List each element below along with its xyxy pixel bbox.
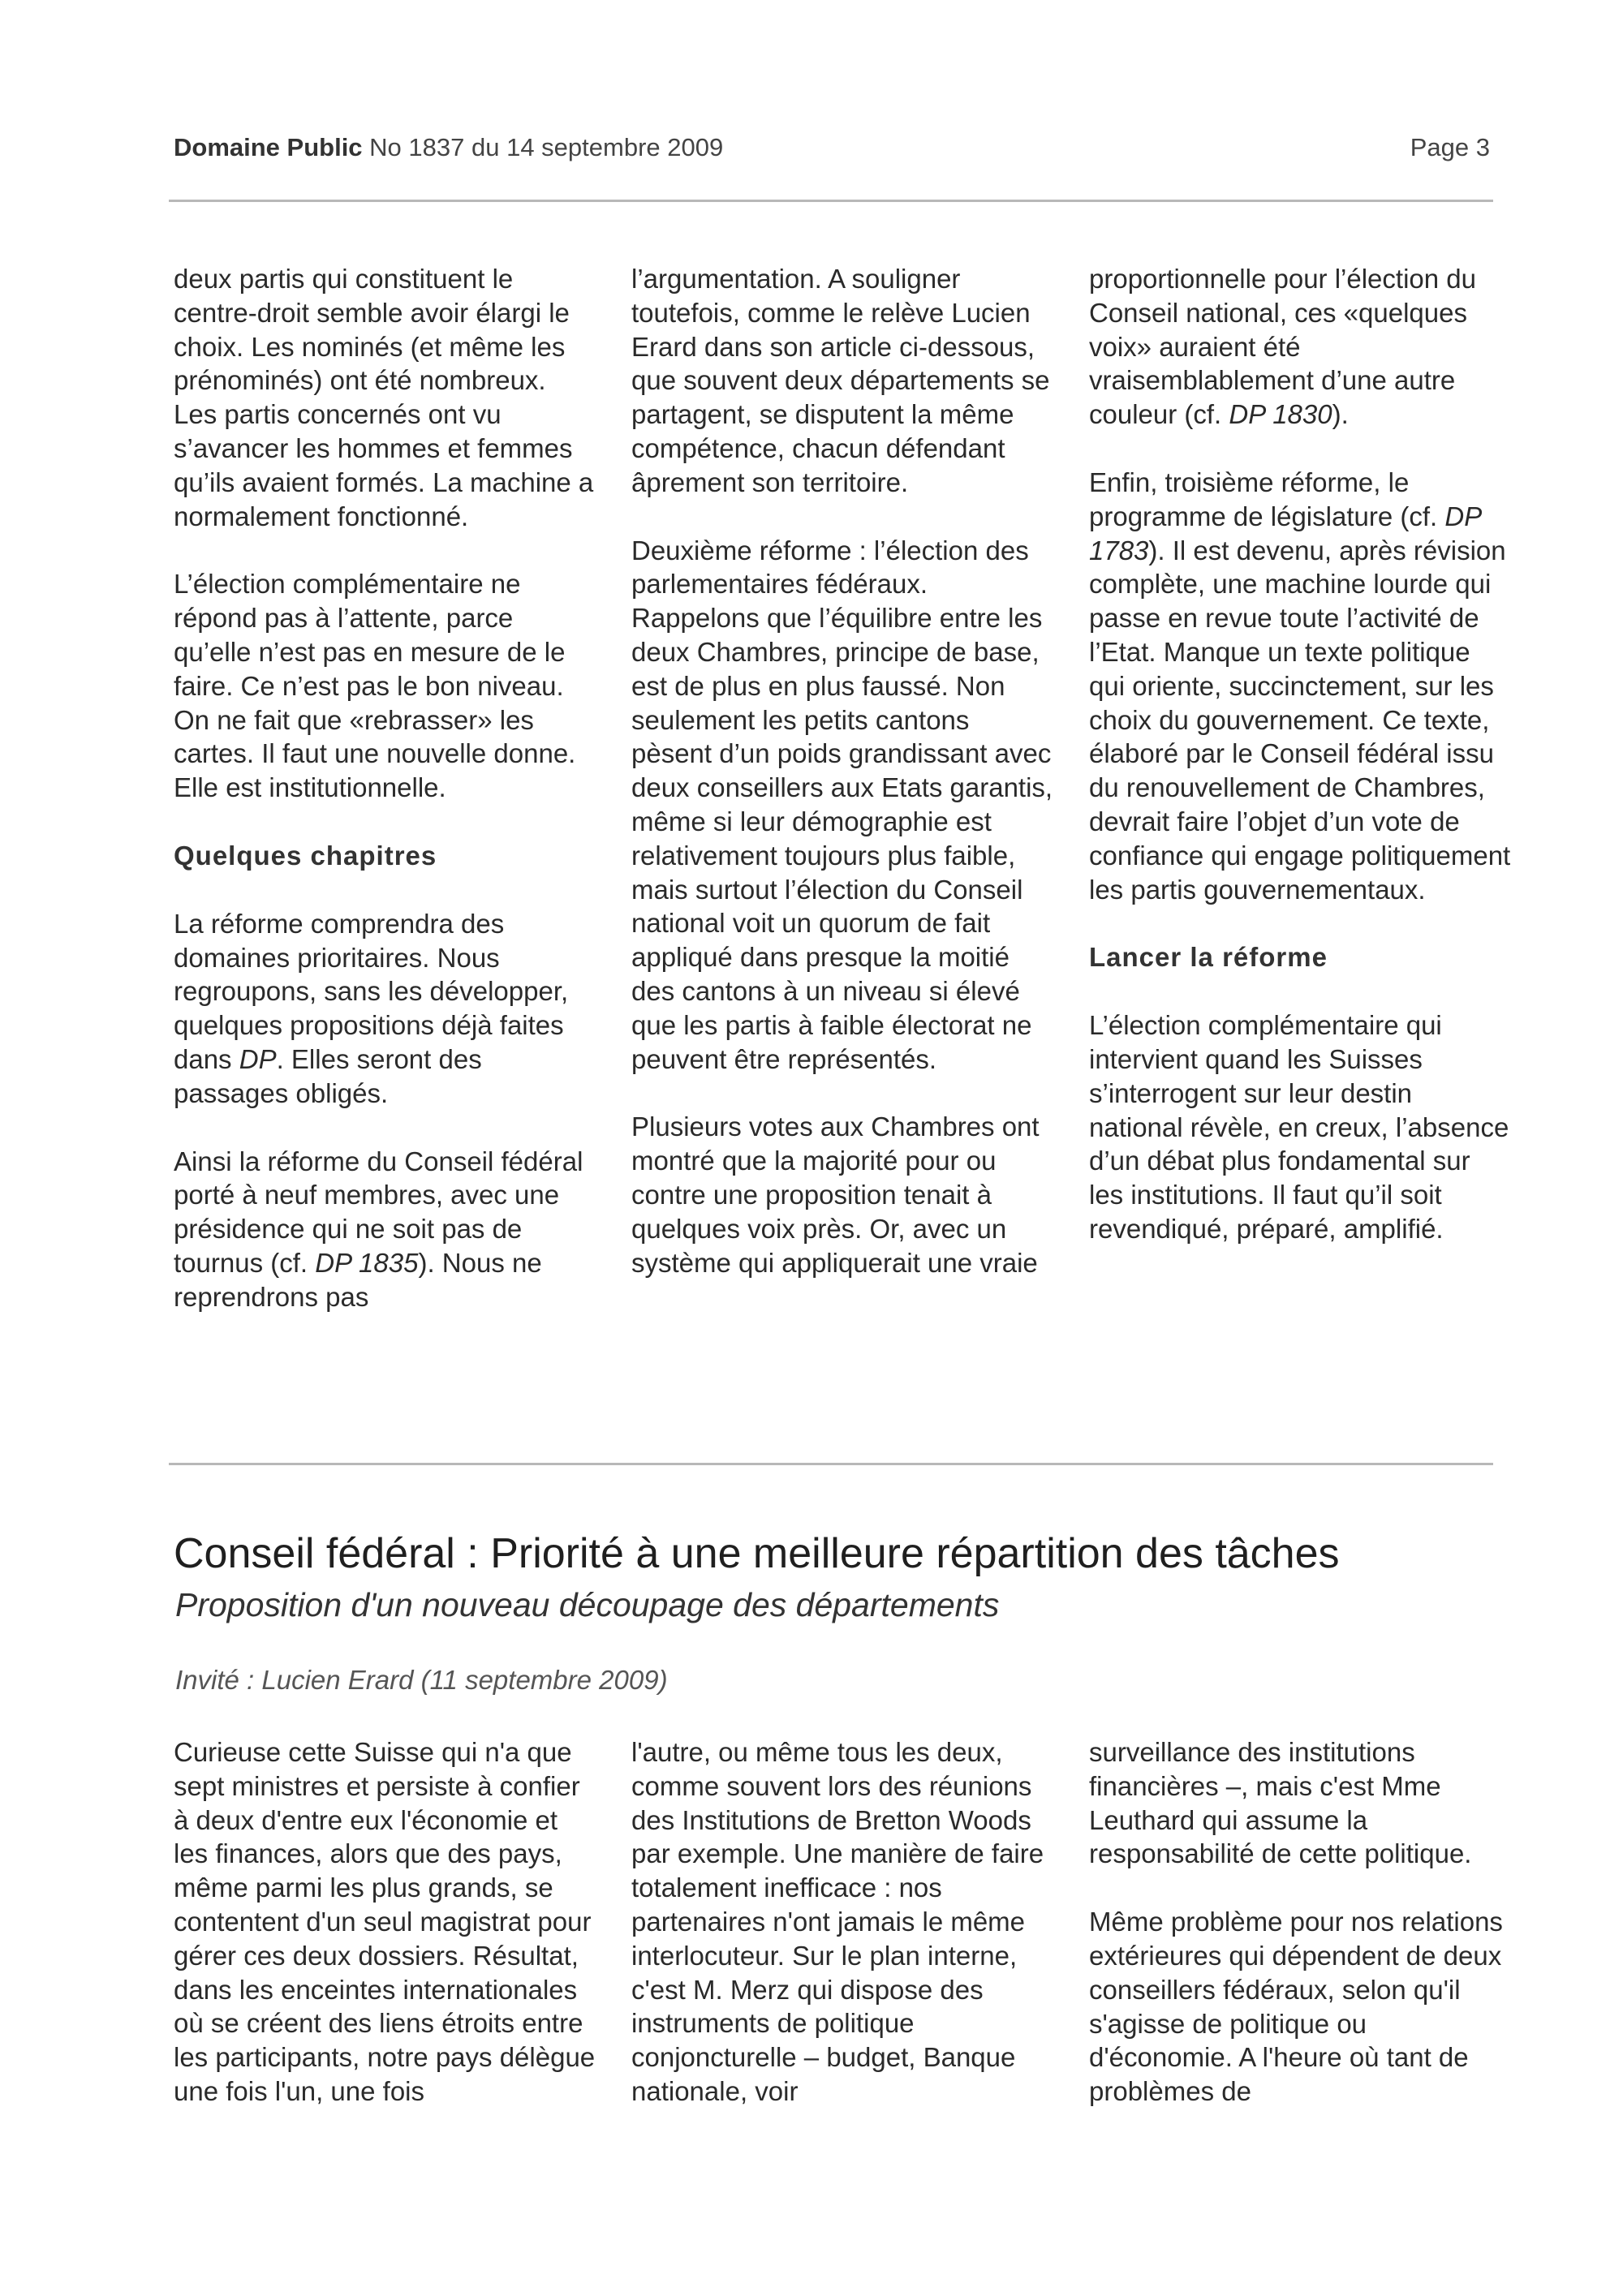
page-header (174, 133, 1490, 162)
page-number: Page 3 (1410, 133, 1490, 161)
header-divider (169, 200, 1493, 202)
paragraph: L’élection complémentaire ne répond pas à l’attente, parce qu’elle n’est pas en mesure de le faire. Ce n’est pas le bon niveau. On ne fait que «rebrasser» les cartes. Il faut une nouvelle donne. Elle est institutionnelle. (174, 569, 576, 803)
dp-reference: DP 1783 (1089, 501, 1481, 565)
paragraph: L’élection complémentaire qui intervient quand les Suisses s’interrogent sur leur destin national révèle, en creux, l’absence d’un débat plus fondamental sur les institutions. Il faut qu’il soit revendiqué, préparé, amplifié. (1089, 1010, 1509, 1244)
section-heading: Lancer la réforme (1089, 942, 1328, 973)
paragraph: Curieuse cette Suisse qui n'a que sept ministres et persiste à confier à deux d'entre eux l'économie et les finances, alors que des pays, même parmi les plus grands, se contentent d'un seul magistrat pour gérer ces deux dossiers. Résultat, dans les enceintes internationales où se créent des liens étroits entre les participants, notre pays délègue une fois l'un, une fois (174, 1737, 596, 2106)
paragraph: surveillance des institutions financières –, mais c'est Mme Leuthard qui assume la responsabilité de cette politique. (1089, 1737, 1472, 1869)
article-column-2 (631, 1735, 1053, 2109)
section-heading: Quelques chapitres (174, 840, 437, 871)
article-byline: Invité : Lucien Erard (11 septembre 2009) (175, 1665, 668, 1695)
publication-name: Domaine Public (174, 133, 363, 161)
issue-info: No 1837 du 14 septembre 2009 (369, 133, 724, 161)
paragraph: Enfin, troisième réforme, le programme de législature (cf. DP 1783). Il est devenu, après révision complète, une machine lourde qui passe en revue toute l’activité de l’Etat. Manque un texte politique qui oriente, succinctement, sur les choix du gouvernement. Ce texte, élaboré par le Conseil fédéral issu du renouvellement de Chambres, devrait faire l’objet d’un vote de confiance qui engage politiquement les partis gouvernementaux. (1089, 467, 1511, 905)
article-column-1 (174, 1735, 596, 2109)
dp-reference: DP (239, 1043, 277, 1074)
top-column-1 (174, 262, 596, 1314)
article-column-3 (1089, 1735, 1511, 2109)
top-column-3 (1089, 262, 1511, 1246)
top-column-2 (631, 262, 1053, 1279)
dp-reference: DP 1835 (315, 1247, 419, 1278)
article-subtitle: Proposition d'un nouveau découpage des départements (175, 1586, 1000, 1623)
paragraph: Deuxième réforme : l’élection des parlementaires fédéraux. Rappelons que l’équilibre entre les deux Chambres, principe de base, est de plus en plus faussé. Non seulement les petits cantons pèsent d’un poids grandissant avec deux conseillers aux Etats garantis, même si leur démographie est relativement toujours plus faible, mais surtout l’élection du Conseil national voit un quorum de fait appliqué dans presque la moitié des cantons à un niveau si élevé que les partis à faible électorat ne peuvent être représentés. (631, 535, 1053, 1074)
paragraph: proportionnelle pour l’élection du Conseil national, ces «quelques voix» auraient été vraisemblablement d’une autre couleur (cf. DP 1830). (1089, 264, 1476, 430)
paragraph: deux partis qui constituent le centre-droit semble avoir élargi le choix. Les nominés (et même les prénominés) ont été nombreux. Les partis concernés ont vu s’avancer les hommes et femmes qu’ils avaient formés. La machine a normalement fonctionné. (174, 264, 594, 531)
dp-reference: DP 1830 (1229, 399, 1332, 430)
paragraph: l’argumentation. A souligner toutefois, comme le relève Lucien Erard dans son article ci-dessous, que souvent deux départements se partagent, se disputent la même compétence, chacun défendant âprement son territoire. (631, 264, 1050, 497)
paragraph: La réforme comprendra des domaines prioritaires. Nous regroupons, sans les développer, quelques propositions déjà faites dans DP. Elles seront des passages obligés. (174, 908, 569, 1108)
paragraph: Ainsi la réforme du Conseil fédéral porté à neuf membres, avec une présidence qui ne soit pas de tournus (cf. DP 1835). Nous ne reprendrons pas (174, 1146, 583, 1312)
paragraph: Même problème pour nos relations extérieures qui dépendent de deux conseillers fédéraux, selon qu'il s'agisse de politique ou d'économie. A l'heure où tant de problèmes de (1089, 1907, 1503, 2107)
paragraph: l'autre, ou même tous les deux, comme souvent lors des réunions des Institutions de Bretton Woods par exemple. Une manière de faire totalement inefficace : nos partenaires n'ont jamais le même interlocuteur. Sur le plan interne, c'est M. Merz qui dispose des instruments de politique conjoncturelle – budget, Banque nationale, voir (631, 1737, 1044, 2106)
article-title: Conseil fédéral : Priorité à une meilleure répartition des tâches (174, 1530, 1340, 1577)
article-divider (169, 1463, 1493, 1465)
paragraph: Plusieurs votes aux Chambres ont montré que la majorité pour ou contre une proposition tenait à quelques voix près. Or, avec un système qui appliquerait une vraie (631, 1111, 1040, 1278)
